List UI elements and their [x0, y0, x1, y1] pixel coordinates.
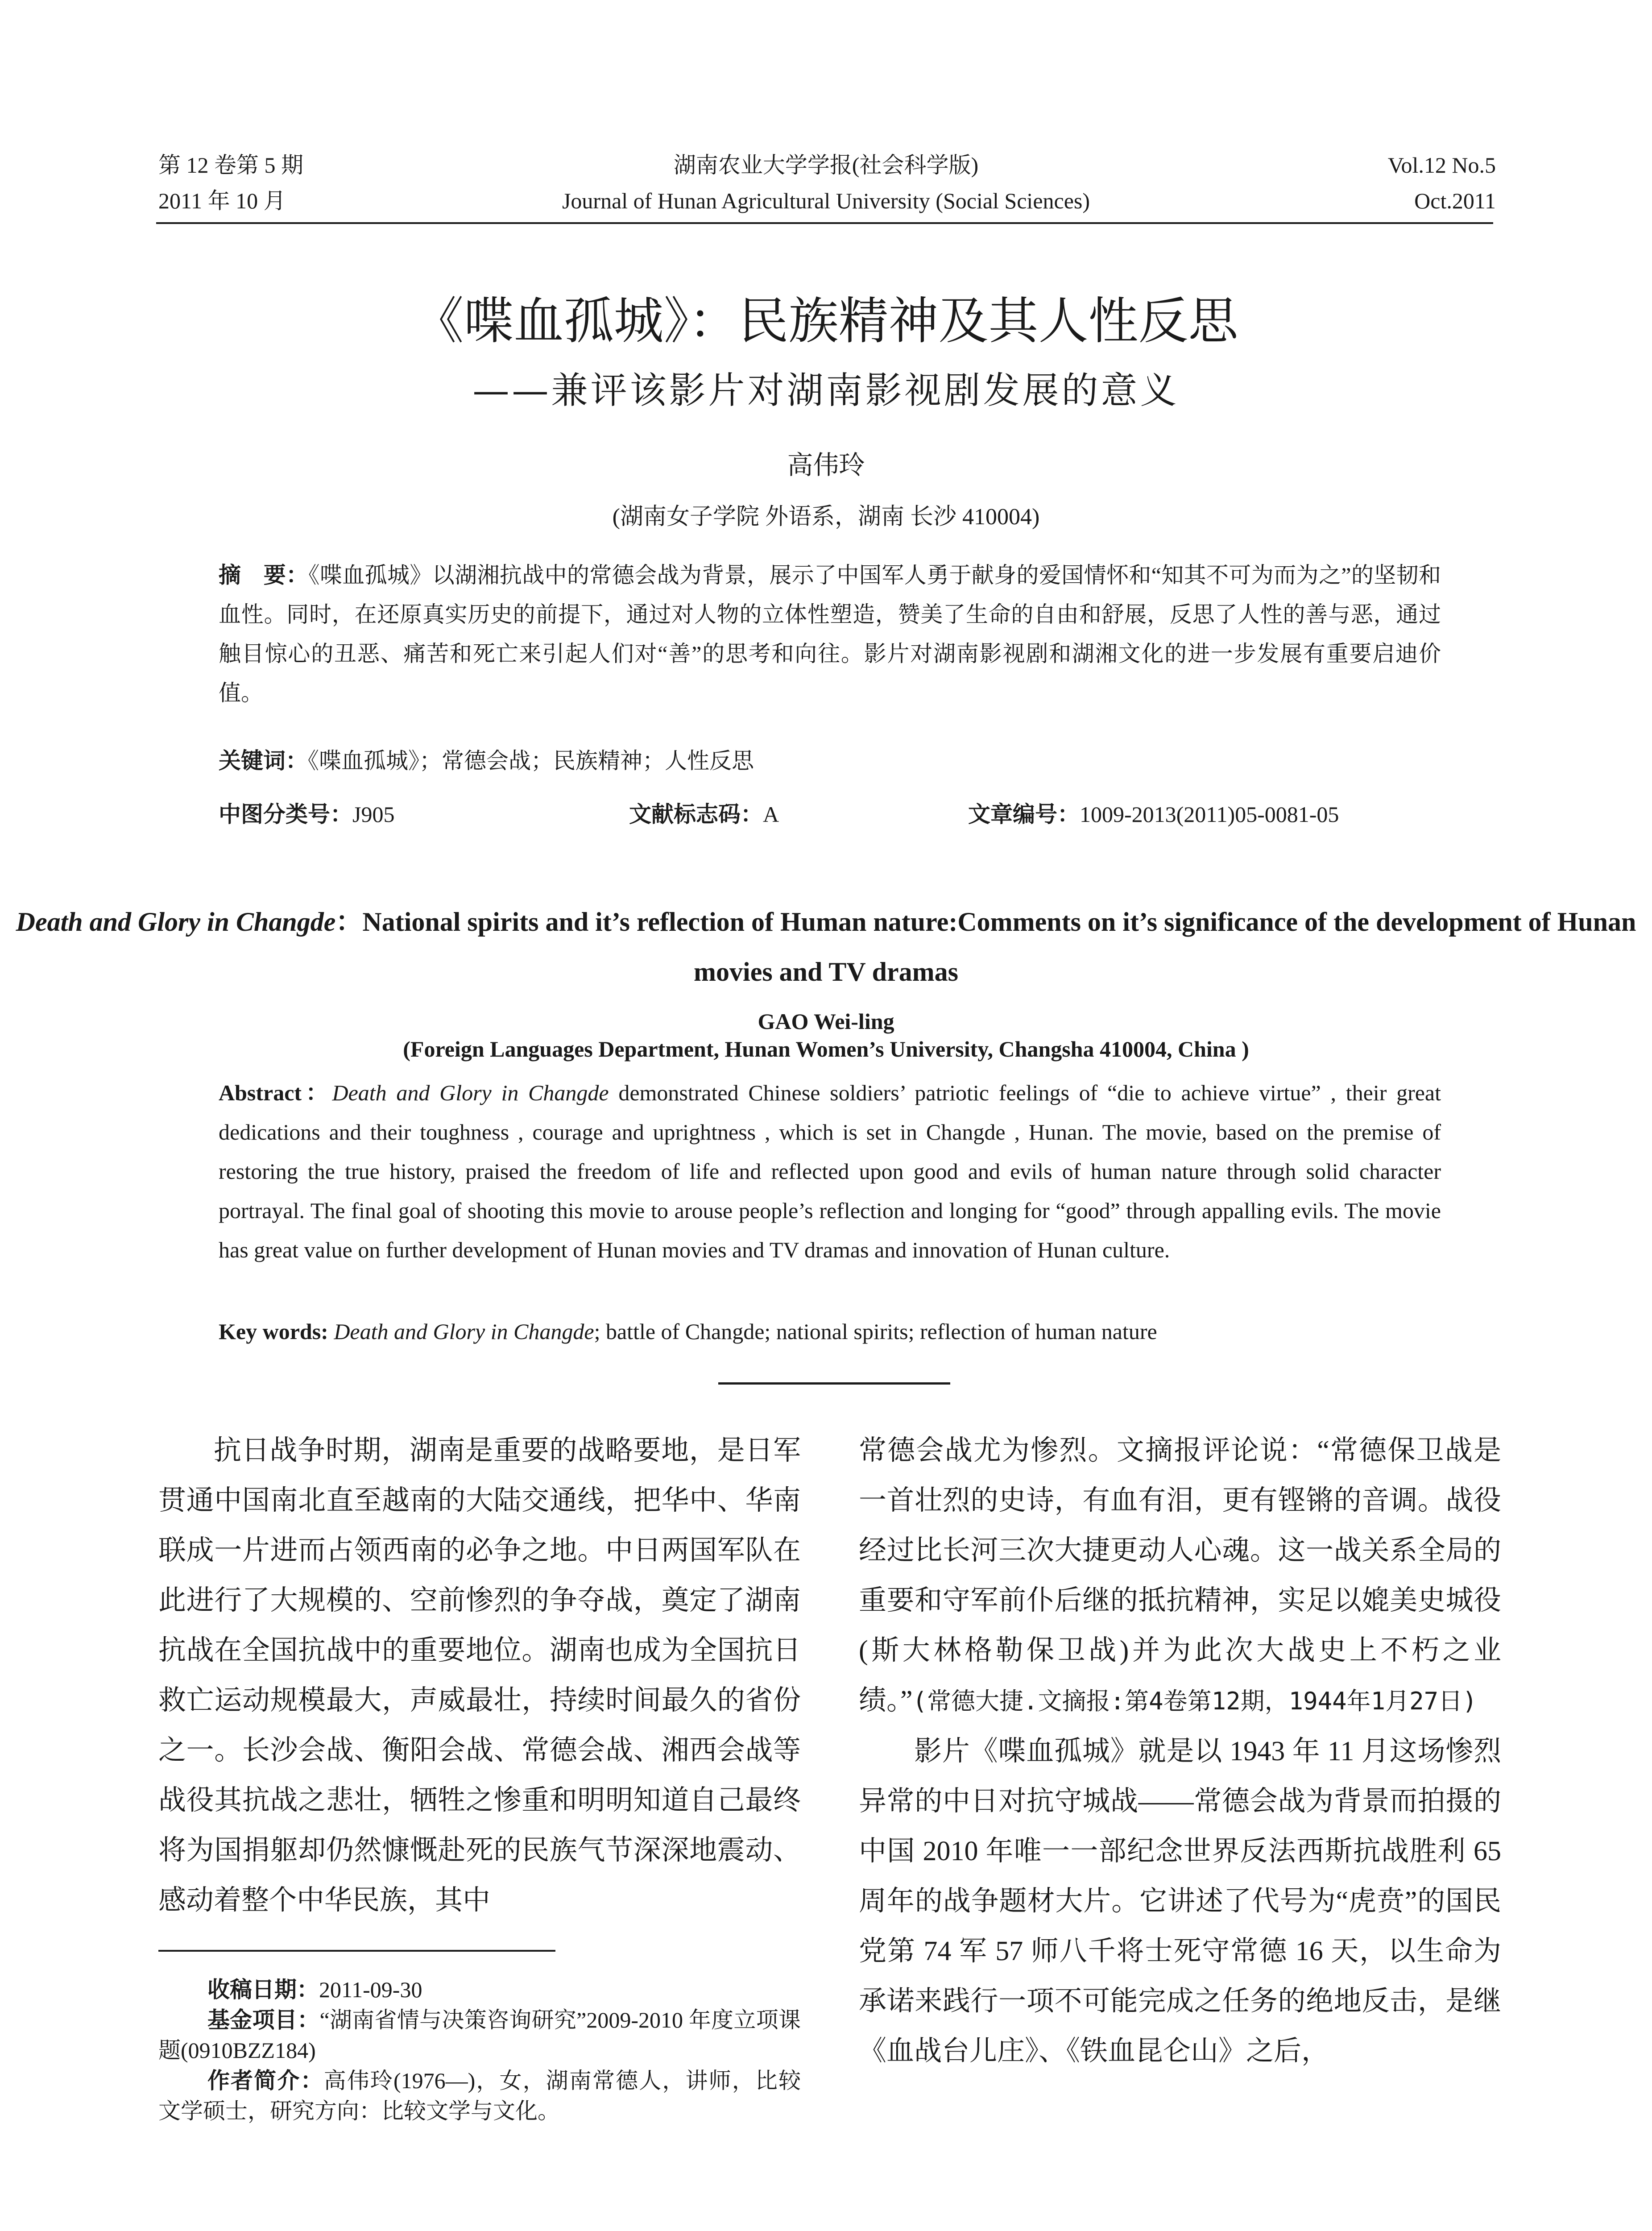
- article-title-en: [0, 897, 1652, 997]
- header-volume-cn: 第 12 卷第 5 期: [158, 153, 303, 178]
- clc-label: 中图分类号：: [219, 801, 352, 827]
- footnote-fund: [158, 2005, 801, 2065]
- footnote-received: [158, 1974, 801, 2005]
- body-paragraph-text: 常德会战尤为惨烈。文摘报评论说：“常德保卫战是一首壮烈的史诗，有血有泪，更有铿锵的音调。战役经过比长河三次大捷更动人心魂。这一战关系全局的重要和守军前仆后继的抵抗精神，实足以媲美史城役(斯大林格勒保卫战)并为此次大战史上不朽之业绩。”: [859, 1435, 1501, 1716]
- footnote-bio-label: 作者简介：: [207, 2068, 324, 2094]
- document-code: [629, 796, 779, 829]
- keywords-cn-text: 《喋血孤城》；常德会战；民族精神；人性反思: [308, 748, 754, 773]
- keywords-en: [219, 1319, 1157, 1344]
- author-affiliation-cn: (湖南女子学院 外语系，湖南 长沙 410004): [612, 504, 1040, 530]
- abstract-en: [219, 1073, 1441, 1269]
- article-number: [968, 796, 1339, 829]
- body-paragraph-continued: [859, 1426, 1501, 1726]
- author-name-en: GAO Wei-ling: [758, 1009, 894, 1034]
- footnote-bio-value: 高伟玲(1976—)，女，湖南常德人，讲师，比较文学硕士，研究方向：比较文学与文化。: [158, 2068, 801, 2123]
- abstract-cn: [219, 556, 1441, 713]
- footnote-rule: [158, 1950, 555, 1952]
- abstract-cn-text: 《喋血孤城》以湖湘抗战中的常德会战为背景，展示了中国军人勇于献身的爱国情怀和“知其不可为而为之”的坚韧和血性。同时，在还原真实历史的前提下，通过对人物的立体性塑造，赞美了生命的自由和舒展，反思了人性的善与恶，通过触目惊心的丑恶、痛苦和死亡来引起人们对“善”的思考和向往。影片对湖南影视剧和湖湘文化的进一步发展有重要启迪价值。: [219, 563, 1441, 705]
- abstract-en-italic: Death and Glory in Changde: [332, 1080, 609, 1105]
- article-number-label: 文章编号：: [968, 801, 1080, 827]
- header-journal-en: Journal of Hunan Agricultural University (Social Sciences): [562, 188, 1090, 213]
- document-code-value: A: [763, 802, 779, 827]
- footnote-received-label: 收稿日期：: [207, 1977, 319, 2003]
- clc-value: J905: [352, 802, 395, 827]
- abstract-en-label: Abstract: [219, 1080, 302, 1105]
- abstract-separator-rule: [718, 1382, 950, 1385]
- body-paragraph: 抗日战争时期，湖南是重要的战略要地，是日军贯通中国南北直至越南的大陆交通线，把华中、华南联成一片进而占领西南的必争之地。中日两国军队在此进行了大规模的、空前惨烈的争夺战，奠定了湖南抗战在全国抗战中的重要地位。湖南也成为全国抗日救亡运动规模最大，声威最壮，持续时间最久的省份之一。长沙会战、衡阳会战、常德会战、湘西会战等战役其抗战之悲壮，牺牲之惨重和明明知道自己最终将为国捐躯却仍然慷慨赴死的民族气节深深地震动、感动着整个中华民族，其中: [158, 1435, 801, 1916]
- abstract-en-sep: ：: [302, 1080, 332, 1105]
- keywords-en-text: ; battle of Changde; national spirits; reflection of human nature: [594, 1319, 1157, 1344]
- author-name-cn: 高伟玲: [787, 450, 865, 480]
- body-column-right: [859, 1426, 1501, 2076]
- body-paragraph: 影片《喋血孤城》就是以 1943 年 11 月这场惨烈异常的中日对抗守城战——常德会战为背景而拍摄的中国 2010 年唯一一部纪念世界反法西斯抗战胜利 65 周年的战争题材大片。它讲述了代号为“虎贲”的国民党第 74 军 57 师八千将士死守常德 16 天，以生命为承诺来践行一项不可能完成之任务的绝地反击，是继《血战台儿庄》、《铁血昆仑山》之后，: [859, 1736, 1501, 2066]
- footnote-received-value: 2011-09-30: [319, 1977, 422, 2002]
- header-date-cn: 2011 年 10 月: [158, 188, 286, 213]
- header-date-en: Oct.2011: [1414, 188, 1496, 213]
- document-code-label: 文献标志码：: [629, 801, 763, 827]
- footnote-fund-value: “湖南省情与决策咨询研究”2009-2010 年度立项课题(0910BZZ184): [158, 2007, 801, 2063]
- footnote: [158, 1974, 801, 2126]
- article-title-en-rest: ：National spirits and it’s reflection of Human nature:Comments on it’s significance of the development of Hunan movies and TV dramas: [335, 907, 1636, 987]
- abstract-cn-label: 摘 要：: [219, 562, 309, 588]
- header-volume-en: Vol.12 No.5: [1387, 153, 1496, 178]
- keywords-cn-label: 关键词：: [219, 748, 308, 774]
- footnote-fund-label: 基金项目：: [207, 2007, 320, 2033]
- header-journal-cn: 湖南农业大学学报(社会科学版): [673, 153, 979, 178]
- header-rule: [156, 222, 1493, 224]
- article-title-cn: 《喋血孤城》：民族精神及其人性反思: [414, 292, 1238, 350]
- article-title-en-italic: Death and Glory in Changde: [16, 907, 336, 937]
- clc-number: [219, 796, 394, 829]
- keywords-cn: [219, 743, 754, 775]
- body-column-left: [158, 1426, 801, 1925]
- footnote-bio: [158, 2065, 801, 2126]
- keywords-en-label: Key words:: [219, 1319, 328, 1344]
- article-number-value: 1009-2013(2011)05-0081-05: [1080, 802, 1339, 827]
- body-citation: (常德大捷.文摘报:第4卷第12期，1944年1月27日): [912, 1687, 1477, 1715]
- author-affiliation-en: (Foreign Languages Department, Hunan Women’s University, Changsha 410004, China ): [403, 1037, 1249, 1062]
- keywords-en-italic: Death and Glory in Changde: [334, 1319, 594, 1344]
- article-subtitle-cn: ——兼评该影片对湖南影视剧发展的意义: [472, 369, 1180, 412]
- abstract-en-text: demonstrated Chinese soldiers’ patriotic feelings of “die to achieve virtue” , their great dedications and their toughness , courage and uprightness , which is set in Changde , Hunan. The movie, based on the premise of restoring the true history, praised the freedom of life and reflected upon good and evils of human nature through solid character portrayal. The final goal of shooting this movie to arouse people’s reflection and longing for “good” through appalling evils. The movie has great value on further development of Hunan movies and TV dramas and innovation of Hunan culture.: [219, 1080, 1441, 1262]
